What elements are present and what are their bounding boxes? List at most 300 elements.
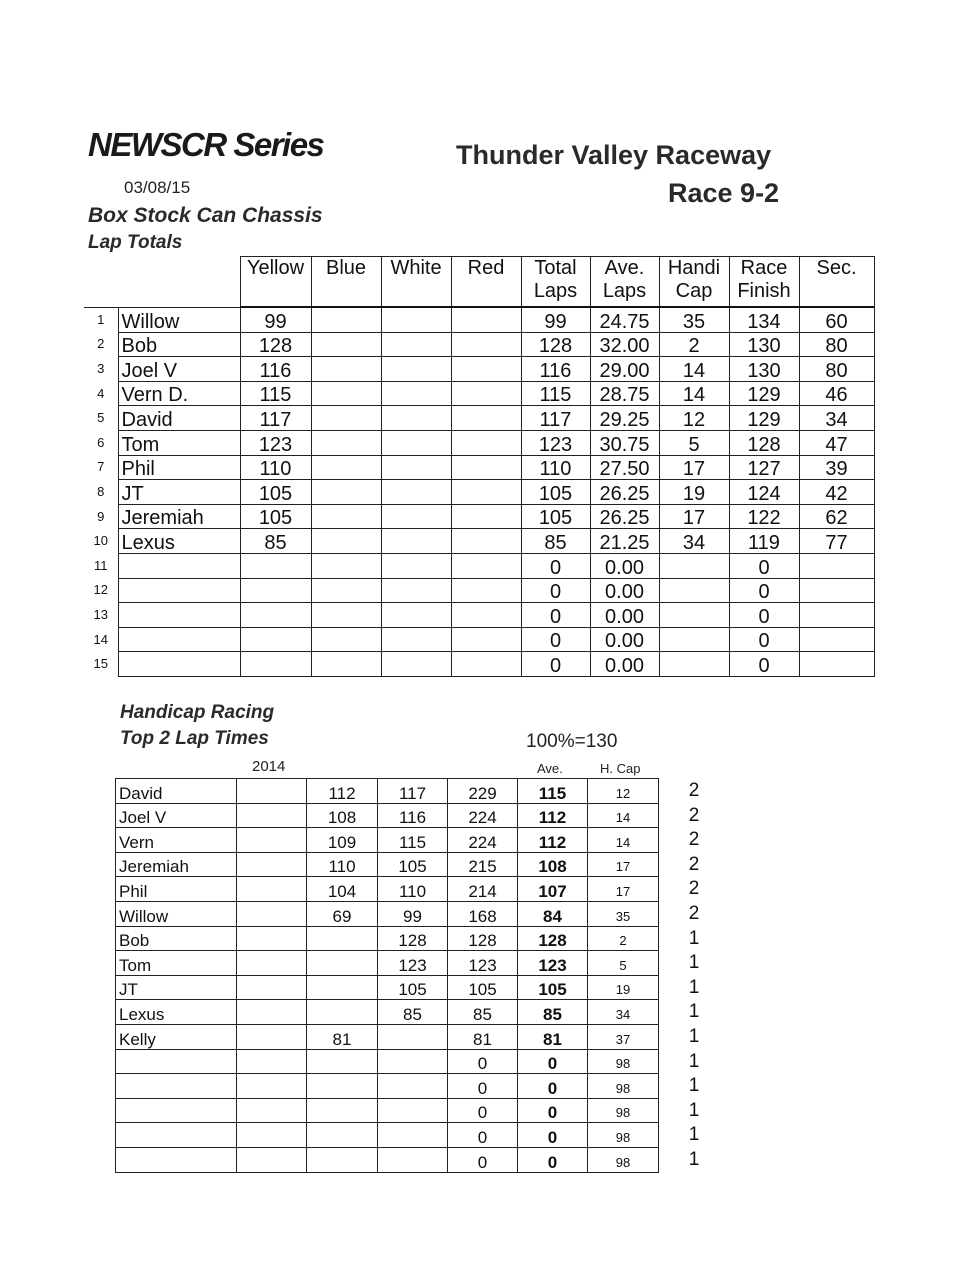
average-laps: 26.25 bbox=[590, 504, 659, 529]
red-laps bbox=[451, 332, 521, 357]
row-number: 6 bbox=[97, 434, 105, 450]
driver-name bbox=[116, 1074, 237, 1099]
handicap: 98 bbox=[588, 1049, 659, 1074]
driver-name bbox=[118, 578, 240, 603]
seconds bbox=[799, 553, 874, 578]
lap-time-1: 108 bbox=[307, 803, 378, 828]
white-laps bbox=[381, 603, 451, 628]
lap-totals-header-row bbox=[84, 257, 874, 308]
blue-laps bbox=[311, 627, 381, 652]
handicap: 12 bbox=[659, 406, 729, 431]
lap-time-2: 110 bbox=[378, 877, 448, 902]
handicap: 35 bbox=[659, 307, 729, 332]
handicap: 17 bbox=[659, 455, 729, 480]
lap-time-2 bbox=[378, 1024, 448, 1049]
average-laps: 29.25 bbox=[590, 406, 659, 431]
yellow-laps: 123 bbox=[240, 430, 311, 455]
table-row bbox=[84, 504, 874, 529]
seconds: 62 bbox=[799, 504, 874, 529]
red-laps bbox=[451, 357, 521, 382]
table-row bbox=[84, 381, 874, 406]
group-number: 1 bbox=[688, 1149, 700, 1170]
lap-time-1 bbox=[307, 951, 378, 976]
average-laps: 0.00 bbox=[590, 652, 659, 677]
yellow-laps: 105 bbox=[240, 504, 311, 529]
lap-time-2 bbox=[378, 1147, 448, 1172]
table-row bbox=[116, 779, 659, 804]
header-blank bbox=[118, 257, 240, 308]
total-laps: 128 bbox=[521, 332, 590, 357]
group-number: 1 bbox=[688, 1001, 700, 1023]
race-finish: 122 bbox=[729, 504, 799, 529]
handicap bbox=[659, 578, 729, 603]
lap-time-1 bbox=[307, 1000, 378, 1025]
handicap bbox=[659, 603, 729, 628]
lap-time-1: 81 bbox=[307, 1024, 378, 1049]
lap-time-2 bbox=[378, 1098, 448, 1123]
white-laps bbox=[381, 455, 451, 480]
handicap: 34 bbox=[588, 1000, 659, 1025]
table-row bbox=[116, 852, 659, 877]
white-laps bbox=[381, 480, 451, 505]
table-row bbox=[84, 480, 874, 505]
yellow-laps: 85 bbox=[240, 529, 311, 554]
driver-name: Willow bbox=[118, 307, 240, 332]
red-laps bbox=[451, 504, 521, 529]
race-finish: 0 bbox=[729, 627, 799, 652]
handicap: 5 bbox=[588, 951, 659, 976]
race-finish: 119 bbox=[729, 529, 799, 554]
driver-name: Jeremiah bbox=[118, 504, 240, 529]
lap-time-1: 104 bbox=[307, 877, 378, 902]
driver-name: JT bbox=[118, 480, 240, 505]
yellow-laps bbox=[240, 553, 311, 578]
blue-laps bbox=[311, 381, 381, 406]
white-laps bbox=[381, 357, 451, 382]
lap-sum: 214 bbox=[448, 877, 518, 902]
lap-time-1 bbox=[307, 926, 378, 951]
lap-time-1 bbox=[307, 1098, 378, 1123]
table-row bbox=[84, 627, 874, 652]
column-header: White bbox=[381, 257, 451, 308]
total-laps: 0 bbox=[521, 603, 590, 628]
lap-time-2: 105 bbox=[378, 975, 448, 1000]
red-laps bbox=[451, 455, 521, 480]
race-finish: 0 bbox=[729, 578, 799, 603]
table-row bbox=[116, 975, 659, 1000]
driver-name bbox=[116, 1147, 237, 1172]
red-laps bbox=[451, 430, 521, 455]
handicap: 2 bbox=[588, 926, 659, 951]
seconds: 47 bbox=[799, 430, 874, 455]
group-number: 1 bbox=[688, 1050, 700, 1072]
table-row bbox=[84, 332, 874, 357]
driver-name: Vern D. bbox=[118, 381, 240, 406]
table-row bbox=[84, 455, 874, 480]
total-laps: 116 bbox=[521, 357, 590, 382]
handicap: 14 bbox=[659, 357, 729, 382]
yellow-laps: 105 bbox=[240, 480, 311, 505]
lap-sum: 123 bbox=[448, 951, 518, 976]
total-laps: 105 bbox=[521, 480, 590, 505]
red-laps bbox=[451, 627, 521, 652]
driver-name: Willow bbox=[116, 901, 237, 926]
red-laps bbox=[451, 652, 521, 677]
handicap: 2 bbox=[659, 332, 729, 357]
seconds: 39 bbox=[799, 455, 874, 480]
year-2014-laps bbox=[237, 779, 307, 804]
average: 84 bbox=[518, 901, 588, 926]
yellow-laps: 117 bbox=[240, 406, 311, 431]
table-row bbox=[116, 803, 659, 828]
average: 0 bbox=[518, 1147, 588, 1172]
driver-name bbox=[116, 1049, 237, 1074]
blue-laps bbox=[311, 603, 381, 628]
lap-sum: 0 bbox=[448, 1147, 518, 1172]
average: 81 bbox=[518, 1024, 588, 1049]
row-number: 5 bbox=[97, 410, 105, 426]
group-number: 1 bbox=[688, 952, 700, 974]
seconds bbox=[799, 627, 874, 652]
blue-laps bbox=[311, 430, 381, 455]
row-number: 7 bbox=[97, 459, 105, 475]
total-laps: 0 bbox=[521, 652, 590, 677]
blue-laps bbox=[311, 504, 381, 529]
row-number: 4 bbox=[97, 385, 105, 401]
blue-laps bbox=[311, 553, 381, 578]
row-number: 11 bbox=[94, 557, 108, 573]
total-laps: 0 bbox=[521, 578, 590, 603]
row-number: 1 bbox=[97, 311, 105, 327]
average: 128 bbox=[518, 926, 588, 951]
yellow-laps: 99 bbox=[240, 307, 311, 332]
red-laps bbox=[451, 381, 521, 406]
white-laps bbox=[381, 430, 451, 455]
average: 0 bbox=[518, 1049, 588, 1074]
handicap: 98 bbox=[588, 1074, 659, 1099]
lap-sum: 224 bbox=[448, 803, 518, 828]
handicap: 98 bbox=[588, 1123, 659, 1148]
row-number: 3 bbox=[97, 360, 105, 376]
blue-laps bbox=[311, 307, 381, 332]
handicap: 34 bbox=[659, 529, 729, 554]
table-row bbox=[116, 877, 659, 902]
lap-sum: 0 bbox=[448, 1123, 518, 1148]
total-laps: 115 bbox=[521, 381, 590, 406]
handicap: 17 bbox=[588, 852, 659, 877]
table-row bbox=[84, 430, 874, 455]
average: 112 bbox=[518, 828, 588, 853]
race-title: Race 9-2 bbox=[668, 178, 780, 208]
red-laps bbox=[451, 603, 521, 628]
year-2014-laps bbox=[237, 1000, 307, 1025]
ave-column-label: Ave. bbox=[537, 761, 563, 776]
group-number: 1 bbox=[688, 1075, 700, 1097]
table-row bbox=[116, 926, 659, 951]
table-row bbox=[116, 1147, 659, 1172]
year-2014-laps bbox=[237, 1123, 307, 1148]
year-2014-laps bbox=[237, 803, 307, 828]
group-number: 2 bbox=[688, 780, 700, 801]
race-finish: 129 bbox=[729, 406, 799, 431]
handicap: 37 bbox=[588, 1024, 659, 1049]
yellow-laps bbox=[240, 603, 311, 628]
lap-sum: 128 bbox=[448, 926, 518, 951]
table-row bbox=[84, 578, 874, 603]
header-blank bbox=[84, 257, 118, 308]
table-row bbox=[116, 1123, 659, 1148]
section-title-lap-totals: Lap Totals bbox=[88, 232, 183, 253]
white-laps bbox=[381, 381, 451, 406]
lap-time-2 bbox=[378, 1123, 448, 1148]
group-number: 1 bbox=[688, 976, 700, 998]
handicap bbox=[659, 553, 729, 578]
column-header: Total Laps bbox=[521, 257, 590, 308]
group-number: 1 bbox=[688, 1099, 700, 1121]
handicap bbox=[659, 652, 729, 677]
driver-name: Lexus bbox=[118, 529, 240, 554]
average: 108 bbox=[518, 852, 588, 877]
lap-time-2: 99 bbox=[378, 901, 448, 926]
table-row bbox=[116, 1098, 659, 1123]
seconds: 60 bbox=[799, 307, 874, 332]
average-laps: 0.00 bbox=[590, 578, 659, 603]
race-finish: 0 bbox=[729, 553, 799, 578]
red-laps bbox=[451, 553, 521, 578]
white-laps bbox=[381, 307, 451, 332]
average-laps: 0.00 bbox=[590, 627, 659, 652]
year-2014-laps bbox=[237, 877, 307, 902]
table-row bbox=[116, 901, 659, 926]
seconds bbox=[799, 652, 874, 677]
table-row bbox=[84, 406, 874, 431]
total-laps: 0 bbox=[521, 553, 590, 578]
blue-laps bbox=[311, 652, 381, 677]
group-number: 2 bbox=[688, 853, 700, 875]
race-finish: 130 bbox=[729, 357, 799, 382]
seconds: 77 bbox=[799, 529, 874, 554]
race-finish: 0 bbox=[729, 603, 799, 628]
lap-time-2: 116 bbox=[378, 803, 448, 828]
handicap: 19 bbox=[659, 480, 729, 505]
lap-sum: 215 bbox=[448, 852, 518, 877]
row-number: 14 bbox=[93, 631, 108, 647]
table-row bbox=[84, 603, 874, 628]
seconds: 34 bbox=[799, 406, 874, 431]
average: 0 bbox=[518, 1074, 588, 1099]
white-laps bbox=[381, 578, 451, 603]
driver-name: Bob bbox=[116, 926, 237, 951]
year-2014-laps bbox=[237, 828, 307, 853]
driver-name bbox=[118, 553, 240, 578]
table-row bbox=[116, 1000, 659, 1025]
yellow-laps: 110 bbox=[240, 455, 311, 480]
handicap: 17 bbox=[588, 877, 659, 902]
race-date: 03/08/15 bbox=[124, 178, 191, 197]
handicap: 98 bbox=[588, 1098, 659, 1123]
seconds: 42 bbox=[799, 480, 874, 505]
table-row bbox=[116, 1024, 659, 1049]
lap-time-1 bbox=[307, 1074, 378, 1099]
lap-time-1 bbox=[307, 975, 378, 1000]
table-row bbox=[84, 307, 874, 332]
driver-name: Joel V bbox=[116, 803, 237, 828]
group-number: 1 bbox=[688, 1124, 700, 1146]
year-2014-laps bbox=[237, 926, 307, 951]
seconds: 80 bbox=[799, 332, 874, 357]
average-laps: 24.75 bbox=[590, 307, 659, 332]
white-laps bbox=[381, 504, 451, 529]
year-2014-laps bbox=[237, 1147, 307, 1172]
yellow-laps bbox=[240, 578, 311, 603]
lap-time-1 bbox=[307, 1147, 378, 1172]
driver-name: Lexus bbox=[116, 1000, 237, 1025]
lap-time-2: 123 bbox=[378, 951, 448, 976]
driver-name: Kelly bbox=[116, 1024, 237, 1049]
blue-laps bbox=[311, 406, 381, 431]
driver-name: Vern bbox=[116, 828, 237, 853]
blue-laps bbox=[311, 578, 381, 603]
total-laps: 85 bbox=[521, 529, 590, 554]
white-laps bbox=[381, 553, 451, 578]
seconds: 46 bbox=[799, 381, 874, 406]
row-number: 8 bbox=[97, 483, 105, 499]
driver-name: Joel V bbox=[118, 357, 240, 382]
total-laps: 123 bbox=[521, 430, 590, 455]
white-laps bbox=[381, 332, 451, 357]
group-number: 2 bbox=[688, 903, 700, 924]
handicap-table bbox=[115, 778, 659, 1173]
lap-sum: 229 bbox=[448, 779, 518, 804]
group-number: 2 bbox=[688, 804, 700, 826]
average-laps: 21.25 bbox=[590, 529, 659, 554]
race-finish: 128 bbox=[729, 430, 799, 455]
percent-note: 100%=130 bbox=[526, 731, 618, 752]
driver-name bbox=[116, 1098, 237, 1123]
lap-time-2: 117 bbox=[378, 779, 448, 804]
driver-name bbox=[118, 627, 240, 652]
red-laps bbox=[451, 406, 521, 431]
yellow-laps: 115 bbox=[240, 381, 311, 406]
average-laps: 0.00 bbox=[590, 553, 659, 578]
driver-name bbox=[118, 603, 240, 628]
handicap bbox=[659, 627, 729, 652]
handicap: 17 bbox=[659, 504, 729, 529]
handicap: 14 bbox=[659, 381, 729, 406]
driver-name: Jeremiah bbox=[116, 852, 237, 877]
series-title: NEWSCR Series bbox=[88, 126, 324, 163]
lap-sum: 81 bbox=[448, 1024, 518, 1049]
group-number: 2 bbox=[688, 829, 700, 851]
venue-title: Thunder Valley Raceway bbox=[456, 140, 772, 170]
year-2014-laps bbox=[237, 951, 307, 976]
lap-time-1 bbox=[307, 1049, 378, 1074]
handicap: 19 bbox=[588, 975, 659, 1000]
lap-time-2: 128 bbox=[378, 926, 448, 951]
year-label: 2014 bbox=[252, 758, 286, 775]
year-2014-laps bbox=[237, 1074, 307, 1099]
race-finish: 130 bbox=[729, 332, 799, 357]
driver-name: Bob bbox=[118, 332, 240, 357]
average: 105 bbox=[518, 975, 588, 1000]
race-finish: 127 bbox=[729, 455, 799, 480]
average-laps: 29.00 bbox=[590, 357, 659, 382]
total-laps: 99 bbox=[521, 307, 590, 332]
average: 0 bbox=[518, 1098, 588, 1123]
lap-time-1: 112 bbox=[307, 779, 378, 804]
handicap: 12 bbox=[588, 779, 659, 804]
class-name: Box Stock Can Chassis bbox=[88, 204, 323, 227]
red-laps bbox=[451, 529, 521, 554]
seconds: 80 bbox=[799, 357, 874, 382]
total-laps: 110 bbox=[521, 455, 590, 480]
lap-time-1: 110 bbox=[307, 852, 378, 877]
red-laps bbox=[451, 578, 521, 603]
column-header: Sec. bbox=[799, 257, 874, 308]
column-header: Red bbox=[451, 257, 521, 308]
table-row bbox=[84, 652, 874, 677]
table-row bbox=[116, 1074, 659, 1099]
white-laps bbox=[381, 406, 451, 431]
table-row bbox=[84, 357, 874, 382]
average-laps: 27.50 bbox=[590, 455, 659, 480]
driver-name: Phil bbox=[118, 455, 240, 480]
lap-time-1 bbox=[307, 1123, 378, 1148]
blue-laps bbox=[311, 529, 381, 554]
yellow-laps: 128 bbox=[240, 332, 311, 357]
driver-name: David bbox=[118, 406, 240, 431]
column-header: Yellow bbox=[240, 257, 311, 308]
average: 115 bbox=[518, 779, 588, 804]
blue-laps bbox=[311, 332, 381, 357]
column-header: Ave. Laps bbox=[590, 257, 659, 308]
year-2014-laps bbox=[237, 901, 307, 926]
race-finish: 134 bbox=[729, 307, 799, 332]
average: 112 bbox=[518, 803, 588, 828]
driver-name: Tom bbox=[118, 430, 240, 455]
race-finish: 0 bbox=[729, 652, 799, 677]
blue-laps bbox=[311, 480, 381, 505]
table-row bbox=[116, 1049, 659, 1074]
section-title-handicap: Handicap Racing bbox=[120, 702, 275, 723]
lap-time-1: 109 bbox=[307, 828, 378, 853]
lap-sum: 224 bbox=[448, 828, 518, 853]
handicap: 5 bbox=[659, 430, 729, 455]
lap-time-2: 105 bbox=[378, 852, 448, 877]
row-number: 10 bbox=[93, 533, 108, 549]
year-2014-laps bbox=[237, 1098, 307, 1123]
average-laps: 32.00 bbox=[590, 332, 659, 357]
red-laps bbox=[451, 307, 521, 332]
total-laps: 117 bbox=[521, 406, 590, 431]
column-header: Race Finish bbox=[729, 257, 799, 308]
race-finish: 124 bbox=[729, 480, 799, 505]
group-number: 2 bbox=[688, 878, 700, 900]
row-number: 13 bbox=[93, 606, 108, 622]
yellow-laps bbox=[240, 627, 311, 652]
total-laps: 0 bbox=[521, 627, 590, 652]
average-laps: 28.75 bbox=[590, 381, 659, 406]
white-laps bbox=[381, 652, 451, 677]
section-subtitle-top-laps: Top 2 Lap Times bbox=[120, 728, 269, 749]
group-number: 1 bbox=[688, 1026, 700, 1047]
average: 123 bbox=[518, 951, 588, 976]
table-row bbox=[84, 529, 874, 554]
row-number: 2 bbox=[97, 336, 105, 352]
race-finish: 129 bbox=[729, 381, 799, 406]
year-2014-laps bbox=[237, 1024, 307, 1049]
year-2014-laps bbox=[237, 1049, 307, 1074]
